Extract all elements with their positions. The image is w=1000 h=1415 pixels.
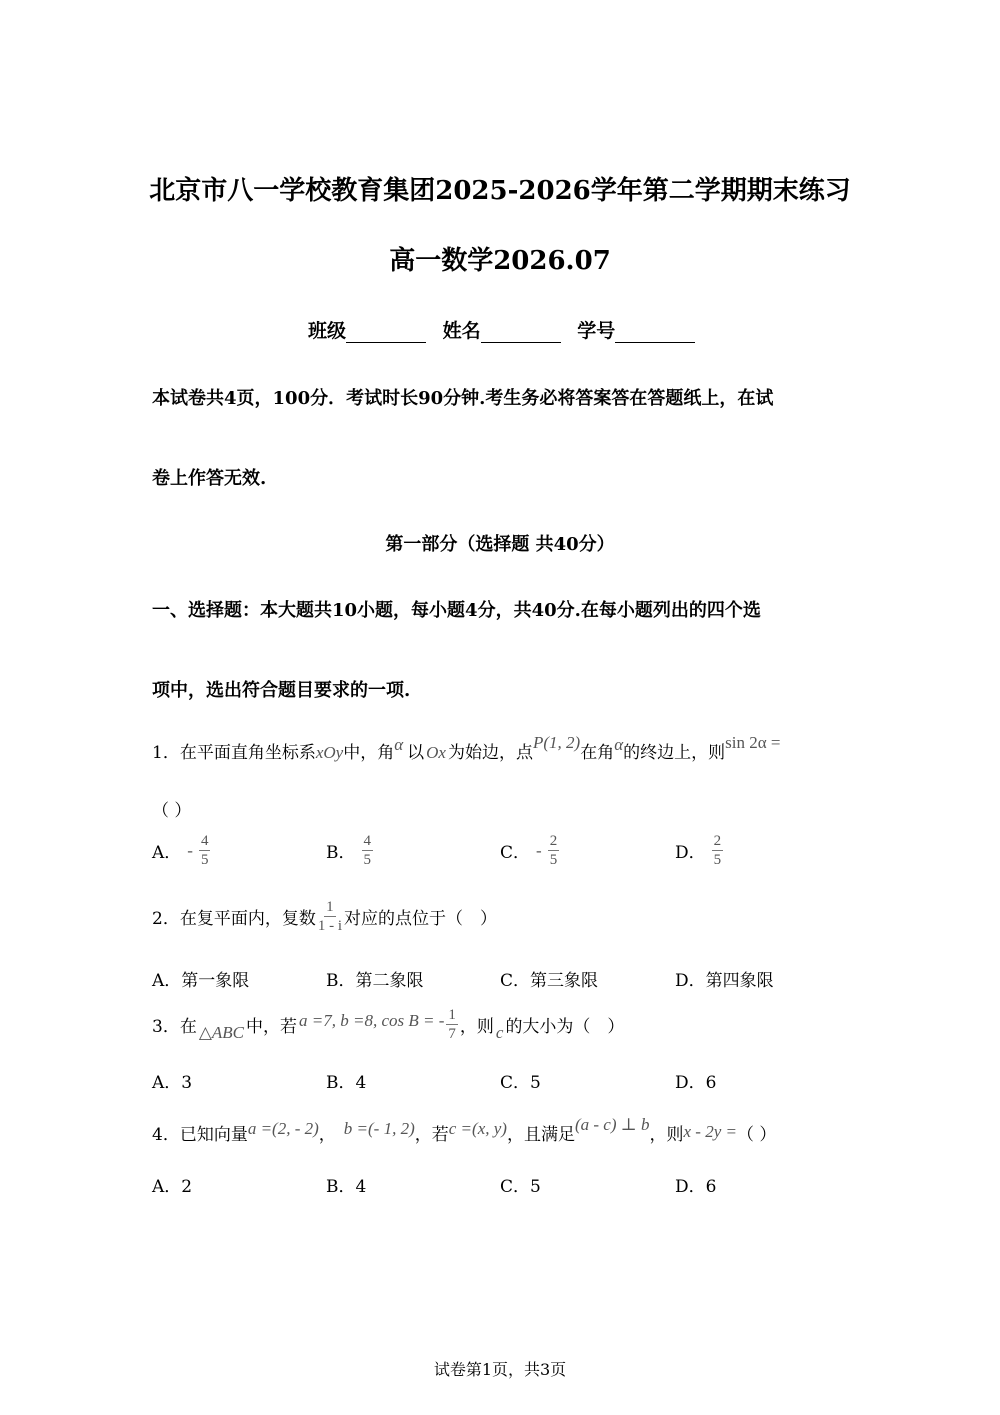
q2-text: 2．在复平面内，复数 — [152, 909, 316, 929]
option-fraction: $\frac{4}{5}$ — [363, 833, 371, 868]
q2-option-b[interactable]: B．第二象限 — [326, 971, 424, 991]
option-fraction: $\frac{4}{5}$ — [200, 833, 209, 868]
q1-alpha: α — [394, 735, 404, 754]
q1-answer-paren: （ ） — [152, 801, 192, 821]
q4-text: 4．已知向量 — [152, 1125, 248, 1145]
q4-vector-a: a =(2, - 2) — [247, 1119, 319, 1138]
q4-text: ，且满足 — [506, 1125, 575, 1145]
option-label: C． — [500, 843, 531, 863]
name-blank — [481, 324, 561, 343]
question-2 — [152, 898, 497, 935]
q4-option-b[interactable]: B．4 — [326, 1177, 367, 1197]
question-4 — [152, 1115, 777, 1145]
q1-option-d[interactable] — [675, 832, 723, 869]
q3-text: ，则 — [459, 1017, 494, 1037]
student-info-fields — [308, 316, 705, 343]
q1-text: 在角 — [580, 743, 615, 763]
q4-vector-b: b =(- 1, 2) — [343, 1119, 415, 1138]
q4-text: （ ） — [736, 1125, 777, 1145]
section-heading-line2: 项中，选出符合题目要求的一项. — [152, 680, 411, 701]
page-footer: 试卷第1页，共3页 — [433, 1360, 567, 1379]
q3-fraction: $\frac{1}{7}$ — [448, 1007, 456, 1042]
id-blank — [615, 324, 695, 343]
q3-c-var: c — [495, 1022, 504, 1042]
q2-text: 对应的点位于（ ） — [344, 909, 497, 929]
q3-option-b[interactable]: B．4 — [326, 1073, 367, 1093]
q1-alpha: α — [614, 735, 624, 754]
exam-subtitle: 高一数学2026.07 — [389, 246, 611, 276]
q1-option-c[interactable] — [500, 832, 559, 869]
instructions-line1: 本试卷共4页，100分．考试时长90分钟.考生务必将答案答在答题纸上，在试 — [152, 388, 774, 409]
option-fraction: $\frac{2}{5}$ — [549, 833, 558, 868]
q3-condition: a =7, b =8, cos B = - — [299, 1010, 445, 1030]
q1-text: 为始边，点 — [447, 743, 533, 763]
q3-text: 3．在 — [152, 1017, 197, 1037]
q4-text: ， — [318, 1125, 336, 1145]
section-heading-line1: 一、选择题：本大题共10小题，每小题4分，共40分.在每小题列出的四个选 — [152, 600, 761, 621]
option-fraction: $\frac{2}{5}$ — [713, 833, 722, 868]
q1-text: 以 — [407, 743, 425, 763]
q3-triangle: △ABC — [198, 1022, 245, 1042]
q4-perpendicular: (a - c) ⊥ b — [574, 1115, 650, 1134]
instructions-line2: 卷上作答无效. — [152, 468, 267, 489]
class-label: 班级 — [308, 320, 347, 342]
q4-option-a[interactable]: A．2 — [152, 1177, 193, 1197]
id-label: 学号 — [577, 320, 616, 342]
q1-option-b[interactable] — [326, 832, 373, 869]
q2-option-a[interactable]: A．第一象限 — [152, 971, 250, 991]
q1-point-p: P(1, 2) — [532, 733, 581, 752]
exam-title: 北京市八一学校教育集团2025-2026学年第二学期期末练习 — [149, 176, 851, 206]
q3-option-a[interactable]: A．3 — [152, 1073, 193, 1093]
q1-ox: Ox — [426, 743, 446, 762]
q1-option-a[interactable] — [152, 832, 210, 869]
q1-text: 的终边上，则 — [623, 743, 726, 763]
part1-title: 第一部分（选择题 共40分） — [385, 534, 615, 555]
q1-xoy: xOy — [315, 743, 344, 762]
option-label: B． — [326, 843, 356, 863]
q4-vector-c: c =(x, y) — [448, 1119, 507, 1138]
q1-sin2alpha: sin 2α = — [725, 733, 781, 752]
q2-option-c[interactable]: C．第三象限 — [500, 971, 599, 991]
q3-text: 的大小为（ ） — [505, 1017, 625, 1037]
option-label: A． — [152, 843, 182, 863]
class-blank — [346, 324, 426, 343]
q4-option-d[interactable]: D．6 — [675, 1177, 717, 1197]
q2-option-d[interactable]: D．第四象限 — [675, 971, 774, 991]
option-sign: - — [187, 840, 193, 860]
q4-option-c[interactable]: C．5 — [500, 1177, 541, 1197]
q1-text: 中，角 — [343, 743, 395, 763]
question-3 — [152, 1006, 624, 1043]
q1-text: 1．在平面直角坐标系 — [152, 743, 316, 763]
q3-option-d[interactable]: D．6 — [675, 1073, 717, 1093]
question-1 — [152, 733, 781, 763]
q3-option-c[interactable]: C．5 — [500, 1073, 541, 1093]
option-label: D． — [675, 843, 706, 863]
option-sign: - — [536, 840, 542, 860]
q4-expression: x - 2y = — [683, 1122, 737, 1141]
q4-text: ，则 — [649, 1125, 684, 1145]
q3-text: 中，若 — [246, 1017, 298, 1037]
q4-text: ，若 — [414, 1125, 449, 1145]
name-label: 姓名 — [442, 320, 481, 342]
q2-fraction: $\frac{1}{1 - i}$ — [317, 899, 342, 934]
